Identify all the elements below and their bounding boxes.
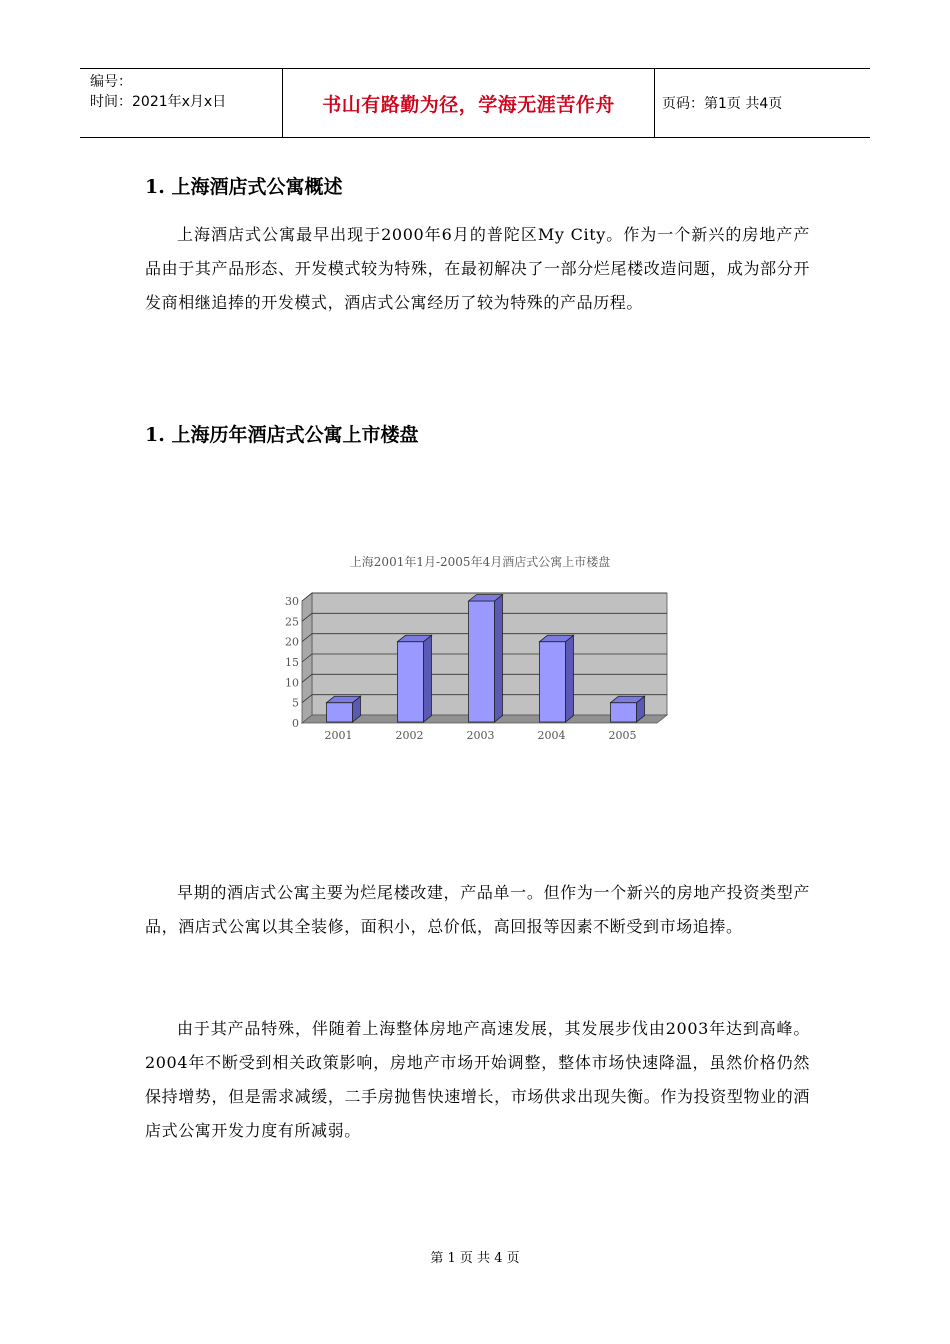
- section-heading-listings: 1. 上海历年酒店式公寓上市楼盘: [145, 424, 419, 446]
- header-slogan: 书山有路勤为径，学海无涯苦作舟: [282, 69, 655, 137]
- y-tick-label: 25: [285, 615, 299, 629]
- early-stage-paragraph: 早期的酒店式公寓主要为烂尾楼改建，产品单一。但作为一个新兴的房地产投资类型产品，酒店式公寓以其全装修，面积小，总价低，高回报等因素不断受到市场追捧。: [145, 883, 810, 936]
- market-development-paragraph: 由于其产品特殊，伴随着上海整体房地产高速发展，其发展步伐由2003年达到高峰。2004年不断受到相关政策影响，房地产市场开始调整，整体市场快速降温，虽然价格仍然保持增势，但是需求减缓，二手房抛售快速增长，市场供求出现失衡。作为投资型物业的酒店式公寓开发力度有所减弱。: [145, 1019, 810, 1140]
- bar-2001: [327, 703, 353, 722]
- bar-side-2004: [566, 635, 574, 722]
- y-tick-label: 30: [285, 595, 299, 608]
- section-heading-overview: 1. 上海酒店式公寓概述: [145, 176, 343, 198]
- bar-2004: [540, 642, 566, 722]
- document-date-label: 时间：2021年x月x日: [90, 94, 227, 110]
- bar-2005: [611, 703, 637, 722]
- document-number-label: 编号：: [90, 74, 132, 90]
- bar-2002: [398, 642, 424, 722]
- y-tick-label: 0: [292, 717, 299, 730]
- x-tick-label: 2005: [608, 729, 637, 742]
- header-meta: [80, 69, 282, 137]
- y-tick-label: 15: [285, 656, 299, 669]
- x-tick-label: 2002: [395, 729, 424, 742]
- x-tick-label: 2001: [324, 729, 353, 742]
- x-tick-label: 2004: [537, 729, 566, 742]
- y-tick-label: 10: [285, 676, 299, 690]
- listings-bar-chart: [280, 540, 680, 760]
- chart-title: 上海2001年1月-2005年4月酒店式公寓上市楼盘: [349, 555, 611, 569]
- y-tick-label: 5: [292, 696, 299, 710]
- bar-2003: [469, 601, 495, 722]
- y-tick-label: 20: [285, 635, 299, 649]
- page-header: [80, 68, 870, 138]
- bar-side-2003: [495, 595, 503, 722]
- chart-svg: [280, 540, 680, 760]
- bar-side-2002: [424, 635, 432, 722]
- page-footer: 第 1 页 共 4 页: [430, 1251, 520, 1266]
- overview-paragraph: 上海酒店式公寓最早出现于2000年6月的普陀区My City。作为一个新兴的房地产产品由于其产品形态、开发模式较为特殊，在最初解决了一部分烂尾楼改造问题，成为部分开发商相继追捧的开发模式，酒店式公寓经历了较为特殊的产品历程。: [145, 225, 810, 312]
- header-page-info: 页码：第1页 共4页: [662, 96, 783, 112]
- x-tick-label: 2003: [466, 729, 495, 742]
